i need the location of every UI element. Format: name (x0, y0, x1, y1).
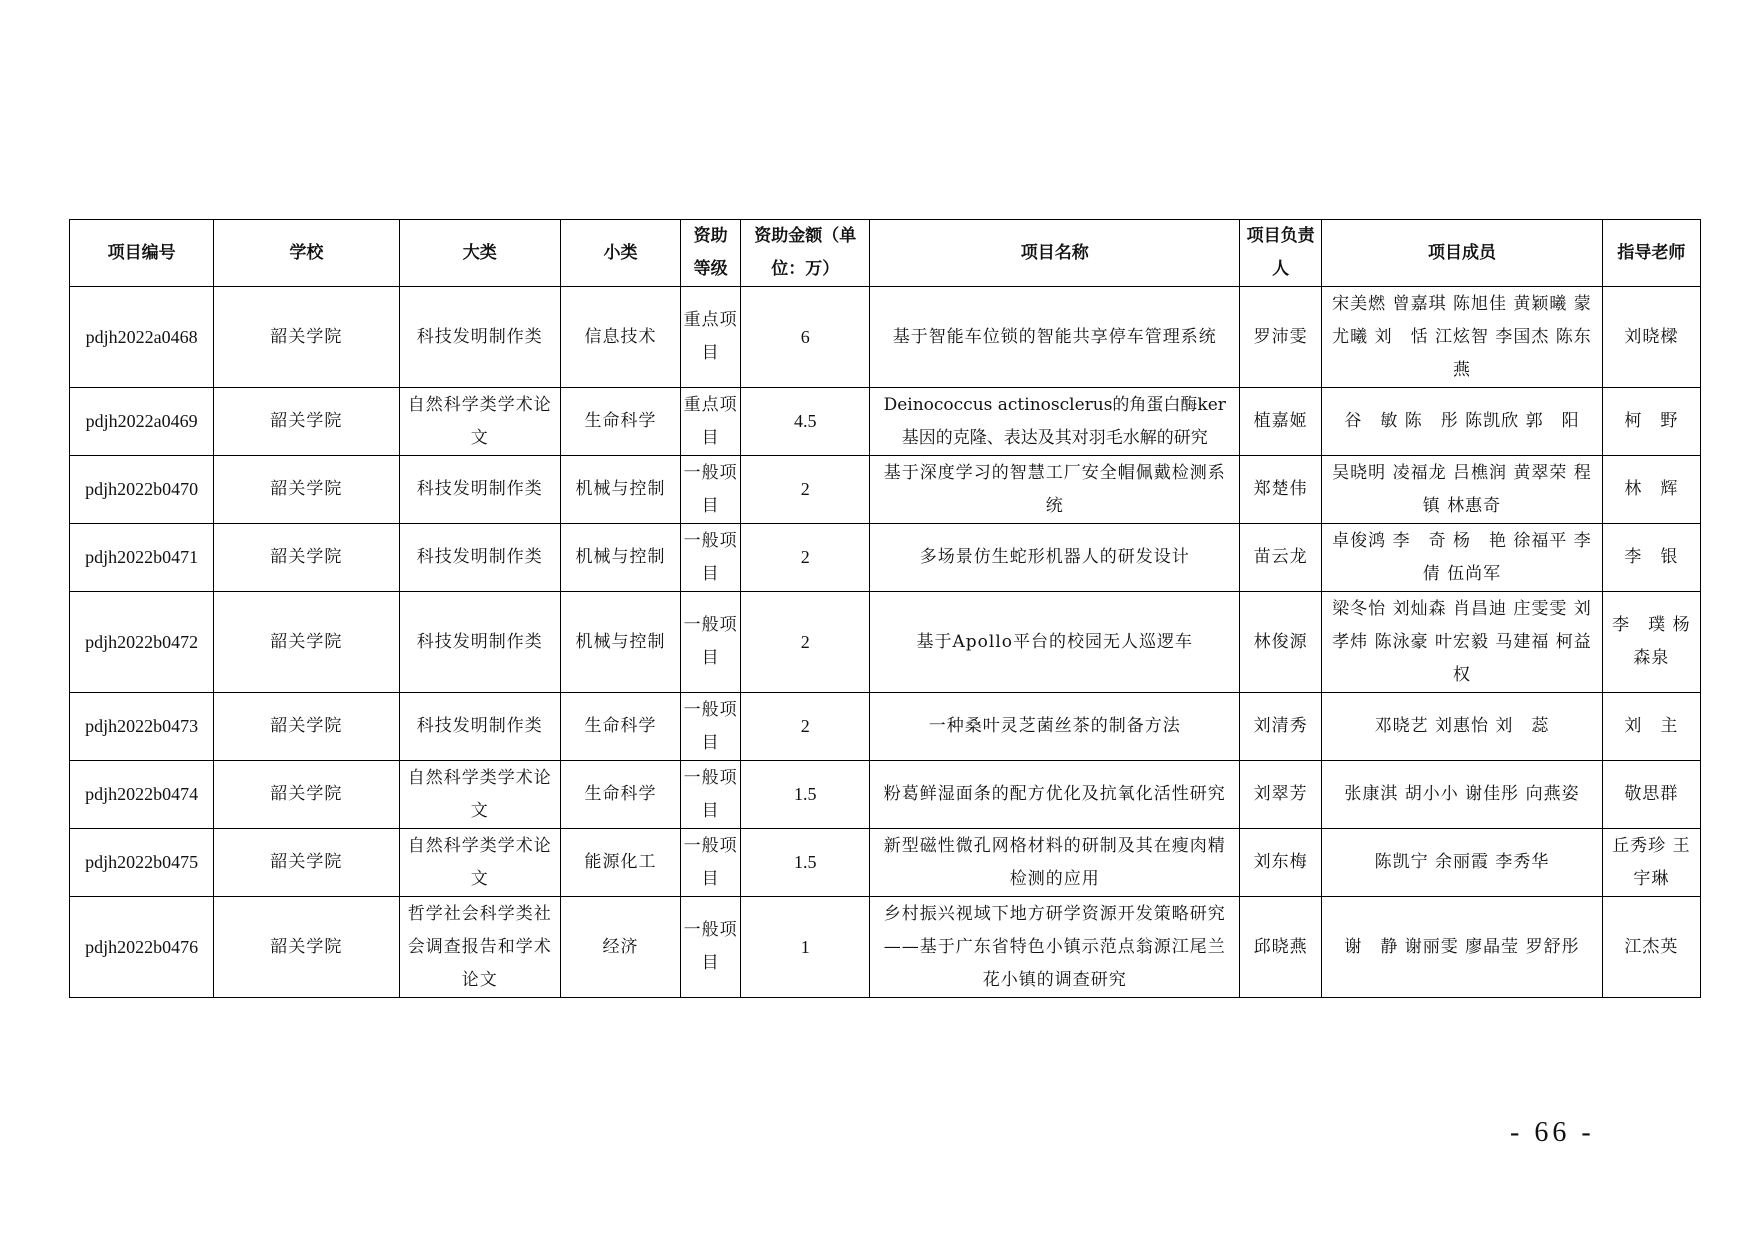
cell-members: 邓晓艺 刘惠怡 刘 蕊 (1322, 693, 1603, 761)
cell-leader: 罗沛雯 (1240, 287, 1322, 388)
header-school: 学校 (214, 220, 399, 287)
cell-subcategory: 生命科学 (560, 388, 680, 456)
cell-level: 一般项目 (681, 693, 741, 761)
cell-advisor: 林 辉 (1602, 456, 1700, 524)
cell-members: 张康淇 胡小小 谢佳彤 向燕姿 (1322, 761, 1603, 829)
table-row (70, 829, 1701, 897)
cell-advisor: 刘 主 (1602, 693, 1700, 761)
cell-code: pdjh2022b0472 (70, 592, 214, 693)
header-advisor: 指导老师 (1602, 220, 1700, 287)
cell-school: 韶关学院 (214, 524, 399, 592)
cell-level: 一般项目 (681, 761, 741, 829)
cell-amount: 2 (741, 592, 870, 693)
cell-advisor: 柯 野 (1602, 388, 1700, 456)
cell-advisor: 刘晓樑 (1602, 287, 1700, 388)
cell-category: 科技发明制作类 (399, 456, 560, 524)
header-code: 项目编号 (70, 220, 214, 287)
cell-advisor: 江杰英 (1602, 897, 1700, 998)
cell-school: 韶关学院 (214, 897, 399, 998)
cell-amount: 1.5 (741, 761, 870, 829)
cell-leader: 刘翠芳 (1240, 761, 1322, 829)
cell-level: 重点项目 (681, 388, 741, 456)
table-row (70, 761, 1701, 829)
cell-school: 韶关学院 (214, 592, 399, 693)
cell-members: 陈凯宁 余丽霞 李秀华 (1322, 829, 1603, 897)
table-row (70, 897, 1701, 998)
cell-amount: 2 (741, 524, 870, 592)
cell-members: 梁冬怡 刘灿森 肖昌迪 庄雯雯 刘孝炜 陈泳豪 叶宏毅 马建福 柯益权 (1322, 592, 1603, 693)
cell-category: 自然科学类学术论文 (399, 761, 560, 829)
cell-leader: 郑楚伟 (1240, 456, 1322, 524)
cell-members: 吴晓明 凌福龙 吕樵润 黄翠荣 程 镇 林惠奇 (1322, 456, 1603, 524)
cell-subcategory: 信息技术 (560, 287, 680, 388)
cell-subcategory: 生命科学 (560, 693, 680, 761)
header-level: 资助等级 (681, 220, 741, 287)
cell-leader: 植嘉姬 (1240, 388, 1322, 456)
header-members: 项目成员 (1322, 220, 1603, 287)
cell-leader: 刘东梅 (1240, 829, 1322, 897)
cell-subcategory: 能源化工 (560, 829, 680, 897)
table-row (70, 693, 1701, 761)
cell-school: 韶关学院 (214, 287, 399, 388)
table-row (70, 287, 1701, 388)
table-row (70, 524, 1701, 592)
cell-advisor: 敬思群 (1602, 761, 1700, 829)
project-table (69, 219, 1701, 998)
cell-advisor: 李 璞 杨森泉 (1602, 592, 1700, 693)
cell-school: 韶关学院 (214, 761, 399, 829)
cell-project-name: 新型磁性微孔网格材料的研制及其在瘦肉精检测的应用 (870, 829, 1240, 897)
cell-subcategory: 机械与控制 (560, 524, 680, 592)
cell-code: pdjh2022b0471 (70, 524, 214, 592)
cell-project-name: 多场景仿生蛇形机器人的研发设计 (870, 524, 1240, 592)
cell-level: 一般项目 (681, 897, 741, 998)
cell-code: pdjh2022a0468 (70, 287, 214, 388)
cell-category: 哲学社会科学类社会调查报告和学术论文 (399, 897, 560, 998)
cell-subcategory: 机械与控制 (560, 456, 680, 524)
cell-amount: 2 (741, 456, 870, 524)
page-number: - 66 - (1510, 1117, 1595, 1148)
cell-school: 韶关学院 (214, 388, 399, 456)
cell-amount: 2 (741, 693, 870, 761)
cell-members: 宋美燃 曾嘉琪 陈旭佳 黄颖曦 蒙尤曦 刘 恬 江炫智 李国杰 陈东燕 (1322, 287, 1603, 388)
cell-amount: 1.5 (741, 829, 870, 897)
cell-code: pdjh2022b0474 (70, 761, 214, 829)
cell-leader: 刘清秀 (1240, 693, 1322, 761)
cell-level: 一般项目 (681, 829, 741, 897)
cell-leader: 林俊源 (1240, 592, 1322, 693)
cell-project-name: 粉葛鲜湿面条的配方优化及抗氧化活性研究 (870, 761, 1240, 829)
cell-members: 谢 静 谢丽雯 廖晶莹 罗舒彤 (1322, 897, 1603, 998)
cell-amount: 4.5 (741, 388, 870, 456)
table-row (70, 388, 1701, 456)
cell-subcategory: 机械与控制 (560, 592, 680, 693)
header-name: 项目名称 (870, 220, 1240, 287)
cell-code: pdjh2022a0469 (70, 388, 214, 456)
cell-project-name: 一种桑叶灵芝菌丝茶的制备方法 (870, 693, 1240, 761)
header-category: 大类 (399, 220, 560, 287)
cell-members: 谷 敏 陈 彤 陈凯欣 郭 阳 (1322, 388, 1603, 456)
cell-category: 自然科学类学术论文 (399, 388, 560, 456)
cell-project-name: 基于Apollo平台的校园无人巡逻车 (870, 592, 1240, 693)
cell-level: 一般项目 (681, 592, 741, 693)
cell-category: 科技发明制作类 (399, 524, 560, 592)
cell-members: 卓俊鸿 李 奇 杨 艳 徐福平 李 倩 伍尚军 (1322, 524, 1603, 592)
cell-code: pdjh2022b0473 (70, 693, 214, 761)
cell-code: pdjh2022b0475 (70, 829, 214, 897)
cell-project-name: 乡村振兴视域下地方研学资源开发策略研究——基于广东省特色小镇示范点翁源江尾兰花小镇的调查研究 (870, 897, 1240, 998)
cell-amount: 6 (741, 287, 870, 388)
header-subcategory: 小类 (560, 220, 680, 287)
cell-project-name: 基于智能车位锁的智能共享停车管理系统 (870, 287, 1240, 388)
table-row (70, 592, 1701, 693)
cell-school: 韶关学院 (214, 456, 399, 524)
header-row (70, 220, 1701, 287)
cell-category: 科技发明制作类 (399, 592, 560, 693)
cell-leader: 苗云龙 (1240, 524, 1322, 592)
cell-code: pdjh2022b0470 (70, 456, 214, 524)
cell-level: 一般项目 (681, 456, 741, 524)
cell-project-name: 基于深度学习的智慧工厂安全帽佩戴检测系统 (870, 456, 1240, 524)
cell-school: 韶关学院 (214, 693, 399, 761)
cell-category: 自然科学类学术论文 (399, 829, 560, 897)
cell-code: pdjh2022b0476 (70, 897, 214, 998)
cell-school: 韶关学院 (214, 829, 399, 897)
cell-advisor: 李 银 (1602, 524, 1700, 592)
cell-subcategory: 生命科学 (560, 761, 680, 829)
cell-leader: 邱晓燕 (1240, 897, 1322, 998)
cell-amount: 1 (741, 897, 870, 998)
cell-level: 一般项目 (681, 524, 741, 592)
cell-advisor: 丘秀珍 王宇琳 (1602, 829, 1700, 897)
header-leader: 项目负责人 (1240, 220, 1322, 287)
cell-level: 重点项目 (681, 287, 741, 388)
cell-subcategory: 经济 (560, 897, 680, 998)
header-amount: 资助金额（单位：万） (741, 220, 870, 287)
table-row (70, 456, 1701, 524)
cell-category: 科技发明制作类 (399, 287, 560, 388)
cell-project-name: Deinococcus actinosclerus的角蛋白酶ker基因的克隆、表达及其对羽毛水解的研究 (870, 388, 1240, 456)
cell-category: 科技发明制作类 (399, 693, 560, 761)
